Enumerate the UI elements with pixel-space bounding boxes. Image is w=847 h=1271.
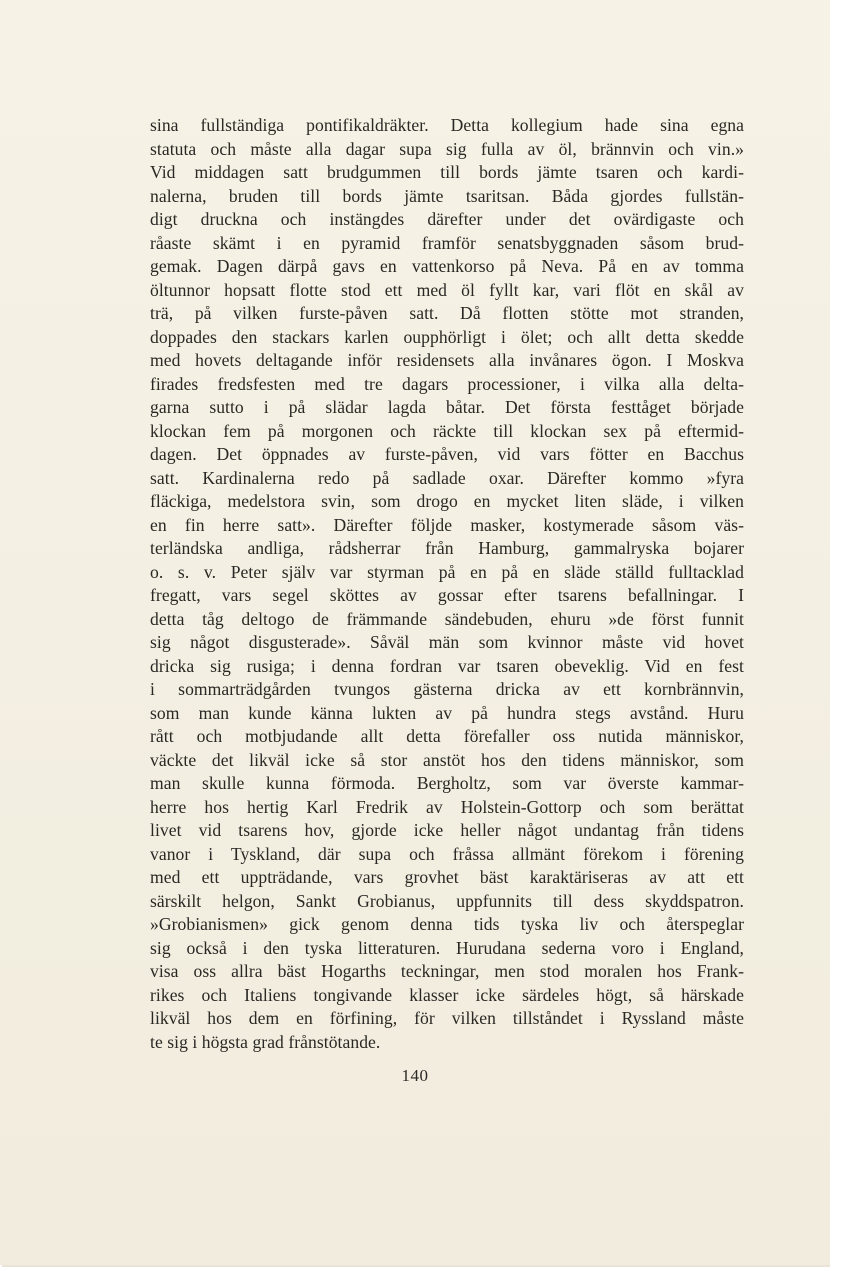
text-line: detta tåg deltogo de främmande sändebuden, ehuru »de först funnit [150,608,744,629]
text-line: vanor i Tyskland, där supa och fråssa allmänt förekom i förening [150,843,744,864]
text-line: särskilt helgon, Sankt Grobianus, uppfunnits till dess skyddspatron. [150,890,744,911]
text-line: trä, på vilken furste-påven satt. Då flotten stötte mot stranden, [150,303,744,323]
text-line: råaste skämt i en pyramid framför senatsbyggnaden såsom brud- [150,232,744,253]
text-line: klockan fem på morgonen och räckte till klockan sex på eftermid- [150,420,744,441]
text-line: sig också i den tyska litteraturen. Hurudana sederna voro i England, [150,937,744,958]
text-line: nalerna, bruden till bords jämte tsaritsan. Båda gjordes fullstän- [150,185,744,206]
text-line: rikes och Italiens tongivande klasser icke särdeles högt, så härskade [150,984,744,1005]
text-line: rått och motbjudande allt detta förefaller oss nutida människor, [150,726,744,746]
text-line: sina fullständiga pontifikaldräkter. Detta kollegium hade sina egna [150,115,744,135]
text-line: öltunnor hopsatt flotte stod ett med öl fyllt kar, vari flöt en skål av [150,279,744,300]
text-line: väckte det likväl icke så stor anstöt hos den tidens människor, som [150,749,744,770]
text-line: fregatt, vars segel sköttes av gossar efter tsarens befallningar. I [150,585,744,605]
text-line: terländska andliga, rådsherrar från Hamburg, gammalryska bojarer [150,538,744,558]
text-line: digt druckna och instängdes därefter under det ovärdigaste och [150,209,744,229]
text-line: dricka sig rusiga; i denna fordran var tsaren obeveklig. Vid en fest [150,655,744,676]
text-line: garna sutto i på slädar lagda båtar. Det första festtåget började [150,397,744,417]
text-line: med hovets deltagande inför residensets alla invånares ögon. I Moskva [150,350,744,370]
text-line: fläckiga, medelstora svin, som drogo en mycket liten släde, i vilken [150,491,744,511]
page-number: 140 [401,1066,429,1085]
text-line: sig något disgusterade». Såväl män som kvinnor måste vid hovet [150,632,744,652]
body-text [150,114,744,1054]
text-line: Vid middagen satt brudgummen till bords jämte tsaren och kardi- [150,162,744,182]
text-line: herre hos hertig Karl Fredrik av Holstein-Gottorp och som berättat [150,796,744,817]
scan-margin [830,0,847,1271]
text-line: satt. Kardinalerna redo på sadlade oxar. Därefter kommo »fyra [150,467,744,488]
text-line: som man kunde känna lukten av på hundra stegs avstånd. Huru [150,702,744,723]
text-line: gemak. Dagen därpå gavs en vattenkorso på Neva. På en av tomma [150,256,744,276]
text-line: en fin herre satt». Därefter följde masker, kostymerade såsom väs- [150,514,744,535]
text-line: livet vid tsarens hov, gjorde icke heller något undantag från tidens [150,820,744,840]
text-line: statuta och måste alla dagar supa sig fulla av öl, brännvin och vin.» [150,138,744,159]
text-line: te sig i högsta grad frånstötande. [150,1031,381,1052]
text-line: likväl hos dem en förfining, för vilken tillståndet i Ryssland måste [150,1008,744,1028]
text-line: doppades den stackars karlen oupphörligt i ölet; och allt detta skedde [150,326,744,347]
text-line: firades fredsfesten med tre dagars processioner, i vilka alla delta- [150,373,744,394]
text-line: visa oss allra bäst Hogarths teckningar, men stod moralen hos Frank- [150,961,744,981]
text-line: i sommarträdgården tvungos gästerna dricka av ett kornbrännvin, [150,679,744,699]
text-line: med ett uppträdande, vars grovhet bäst karaktäriseras av att ett [150,867,744,887]
text-line: »Grobianismen» gick genom denna tids tyska liv och återspeglar [150,914,744,934]
text-line: o. s. v. Peter själv var styrman på en på en släde ställd fulltacklad [150,561,744,582]
text-line: dagen. Det öppnades av furste-påven, vid vars fötter en Bacchus [150,444,744,464]
text-line: man skulle kunna förmoda. Bergholtz, som var överste kammar- [150,773,744,793]
